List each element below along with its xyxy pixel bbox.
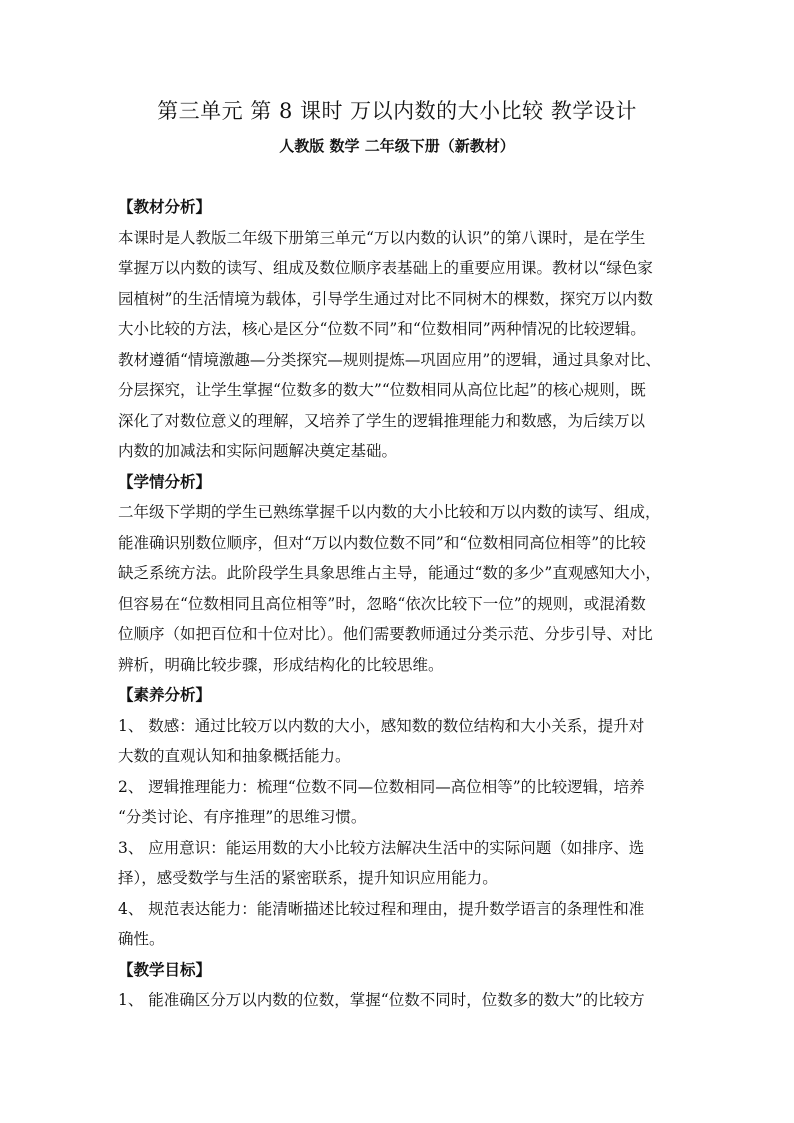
document-body xyxy=(118,192,678,1016)
paragraph-line: 4、 规范表达能力：能清晰描述比较过程和理由，提升数学语言的条理性和准 xyxy=(118,899,645,918)
paragraph-line: 1、 数感：通过比较万以内数的大小，感知数的数位结构和大小关系，提升对 xyxy=(118,716,645,735)
paragraph-line: 大小比较的方法，核心是区分“位数不同”和“位数相同”两种情况的比较逻辑。 xyxy=(118,320,646,338)
section-heading: 【学情分析】 xyxy=(118,471,212,491)
paragraph-line: 分层探究，让学生掌握“位数多的数大”“位数相同从高位比起”的核心规则，既 xyxy=(118,381,646,399)
paragraph-line: 缺乏系统方法。此阶段学生具象思维占主导，能通过“数的多少”直观感知大小， xyxy=(118,564,661,582)
paragraph-line: 2、 逻辑推理能力：梳理“位数不同—位数相同—高位相等”的比较逻辑，培养 xyxy=(118,777,645,796)
section-heading: 【素养分析】 xyxy=(118,685,212,704)
paragraph-line: 1、 能准确区分万以内数的位数，掌握“位数不同时，位数多的数大”的比较方 xyxy=(118,991,645,1009)
paragraph-line: 二年级下学期的学生已熟练掌握千以内数的大小比较和万以内数的读写、组成， xyxy=(118,503,661,521)
document-subtitle: 人教版 数学 二年级下册（新教材） xyxy=(279,137,515,155)
paragraph-line: “分类讨论、有序推理”的思维习惯。 xyxy=(118,808,367,826)
paragraph-line: 确性。 xyxy=(118,930,165,948)
section-heading: 【教学目标】 xyxy=(118,959,212,979)
paragraph-line: 大数的直观认知和抽象概括能力。 xyxy=(118,747,351,765)
section-heading: 【教材分析】 xyxy=(118,197,212,216)
paragraph-line: 但容易在“位数相同且高位相等”时，忽略“依次比较下一位”的规则，或混淆数 xyxy=(118,594,646,613)
paragraph-line: 教材遵循“情境激趣—分类探究—规则提炼—巩固应用”的逻辑，通过具象对比、 xyxy=(118,350,661,369)
paragraph-line: 能准确识别数位顺序，但对“万以内数位数不同”和“位数相同高位相等”的比较 xyxy=(118,533,646,552)
paragraph-line: 内数的加减法和实际问题解决奠定基础。 xyxy=(118,442,398,460)
paragraph-line: 择），感受数学与生活的紧密联系，提升知识应用能力。 xyxy=(118,869,498,887)
paragraph-line: 园植树”的生活情境为载体，引导学生通过对比不同树木的棵数，探究万以内数 xyxy=(118,289,653,308)
paragraph-line: 辨析，明确比较步骤，形成结构化的比较思维。 xyxy=(118,655,444,674)
paragraph-line: 3、 应用意识：能运用数的大小比较方法解决生活中的实际问题（如排序、选 xyxy=(118,838,645,857)
paragraph-line: 本课时是人教版二年级下册第三单元“万以内数的认识”的第八课时，是在学生 xyxy=(118,228,646,247)
paragraph-line: 深化了对数位意义的理解，又培养了学生的逻辑推理能力和数感，为后续万以 xyxy=(118,411,646,430)
paragraph-line: 掌握万以内数的读写、组成及数位顺序表基础上的重要应用课。教材以“绿色家 xyxy=(118,259,653,277)
paragraph-line: 位顺序（如把百位和十位对比）。他们需要教师通过分类示范、分步引导、对比 xyxy=(118,625,653,643)
document-title: 第三单元 第 8 课时 万以内数的大小比较 教学设计 xyxy=(157,99,637,123)
